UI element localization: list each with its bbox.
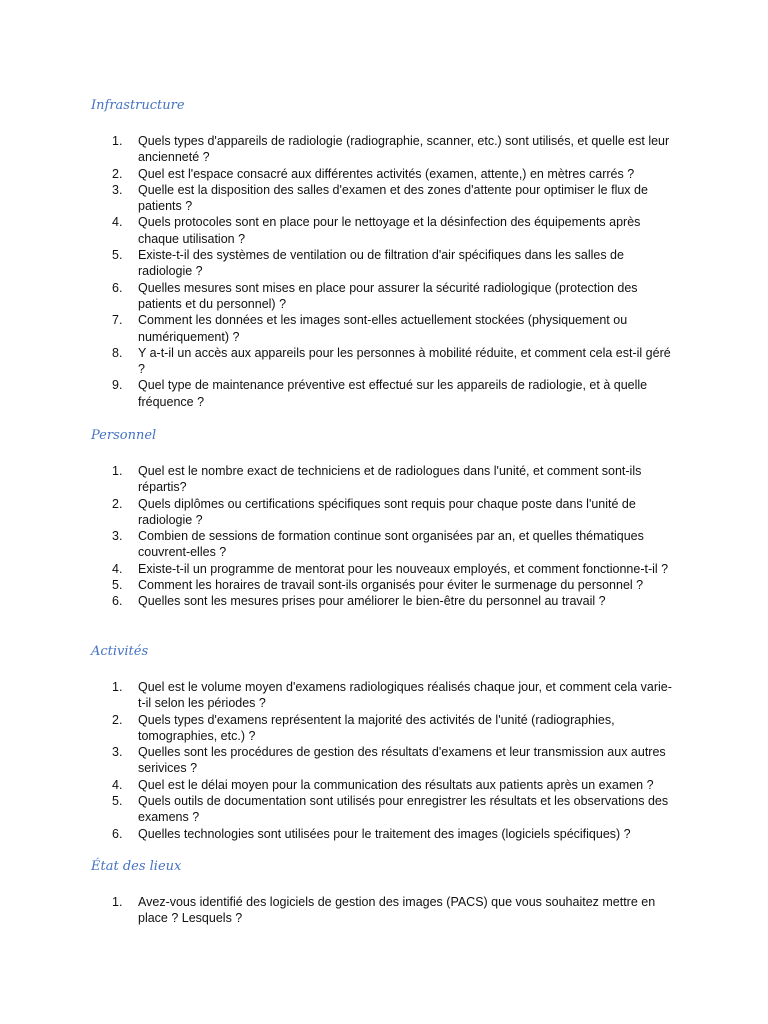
item-text: Quel est l'espace consacré aux différentes activités (examen, attente,) en mètres carrés ?: [138, 166, 635, 181]
item-number: 3.: [112, 745, 123, 760]
item-number: 5.: [112, 794, 123, 809]
item-number: 9.: [112, 378, 123, 393]
list-item: [0, 133, 673, 166]
item-text: Quels outils de documentation sont utilisés pour enregistrer les résultats et les observations des examens ?: [138, 794, 669, 825]
list-item: [0, 793, 673, 826]
item-number: 1.: [112, 464, 123, 478]
item-text: Quels types d'appareils de radiologie (radiographie, scanner, etc.) sont utilisés, et quelle est leur ancienneté ?: [138, 134, 670, 165]
list-item: [0, 182, 673, 215]
section-heading-personnel: Personnel: [91, 428, 157, 443]
list-item: [0, 561, 673, 577]
question-list-personnel: [0, 463, 768, 610]
section-heading-etat-des-lieux: État des lieux: [91, 859, 182, 874]
item-text: Avez-vous identifié des logiciels de gestion des images (PACS) que vous souhaitez mettre en place ? Lesquels ?: [138, 895, 656, 926]
list-item: [0, 679, 673, 712]
item-text: Quel est le délai moyen pour la communication des résultats aux patients après un examen ?: [138, 777, 654, 792]
item-text: Existe-t-il un programme de mentorat pour les nouveaux employés, et comment fonctionne-t-il ?: [138, 561, 669, 576]
item-number: 7.: [112, 313, 123, 328]
list-item: [0, 280, 673, 313]
item-number: 5.: [112, 578, 123, 593]
section-heading-infrastructure: Infrastructure: [91, 98, 185, 113]
item-text: Comment les horaires de travail sont-ils organisés pour éviter le surmenage du personnel ?: [138, 578, 644, 593]
item-text: Quels types d'examens représentent la majorité des activités de l'unité (radiographies, tomographies, etc.) ?: [138, 712, 615, 743]
item-number: 4.: [112, 215, 123, 230]
list-item: [0, 496, 673, 529]
item-text: Existe-t-il des systèmes de ventilation ou de filtration d'air spécifiques dans les salles de radiologie ?: [138, 248, 624, 279]
item-text: Quelles sont les mesures prises pour améliorer le bien-être du personnel au travail ?: [138, 594, 606, 609]
question-list-infrastructure: [0, 133, 768, 410]
item-text: Quel est le nombre exact de techniciens et de radiologues dans l'unité, et comment sont-ils répartis?: [138, 464, 642, 495]
item-text: Comment les données et les images sont-elles actuellement stockées (physiquement ou numériquement) ?: [138, 313, 628, 344]
item-text: Quelles mesures sont mises en place pour assurer la sécurité radiologique (protection des patients et du personnel) ?: [138, 280, 638, 311]
list-item: [0, 777, 673, 793]
item-text: Quels diplômes ou certifications spécifiques sont requis pour chaque poste dans l'unité de radiologie ?: [138, 496, 636, 527]
question-list-etat-des-lieux: [0, 894, 768, 927]
item-text: Quel est le volume moyen d'examens radiologiques réalisés chaque jour, et comment cela varie-t-il selon les périodes ?: [138, 680, 672, 711]
list-item: [0, 577, 673, 593]
item-number: 4.: [112, 777, 123, 792]
item-number: 8.: [112, 345, 123, 360]
question-list-activites: [0, 679, 768, 842]
item-number: 1.: [112, 134, 123, 148]
item-number: 2.: [112, 712, 123, 727]
item-number: 6.: [112, 826, 123, 841]
list-item: [0, 463, 673, 496]
list-item: [0, 712, 673, 745]
item-number: 6.: [112, 594, 123, 609]
item-number: 2.: [112, 166, 123, 181]
list-item: [0, 247, 673, 280]
list-item: [0, 894, 673, 927]
item-text: Quelle est la disposition des salles d'examen et des zones d'attente pour optimiser le flux de patients ?: [138, 182, 648, 214]
item-text: Quelles technologies sont utilisées pour le traitement des images (logiciels spécifiques) ?: [138, 826, 631, 841]
list-item: [0, 528, 673, 561]
item-number: 5.: [112, 248, 123, 263]
list-item: [0, 744, 673, 777]
item-number: 2.: [112, 496, 123, 511]
item-number: 1.: [112, 680, 123, 694]
item-number: 4.: [112, 561, 123, 576]
item-number: 1.: [112, 895, 123, 909]
item-number: 3.: [112, 529, 123, 544]
item-number: 3.: [112, 182, 123, 197]
item-text: Combien de sessions de formation continue sont organisées par an, et quelles thématiques couvrent-elles ?: [138, 529, 644, 560]
list-item: [0, 312, 673, 345]
item-text: Quel type de maintenance préventive est effectué sur les appareils de radiologie, et à quelle fréquence ?: [138, 378, 648, 409]
list-item: [0, 377, 673, 410]
section-heading-activites: Activités: [91, 644, 149, 659]
item-number: 6.: [112, 280, 123, 295]
list-item: [0, 345, 673, 378]
item-text: Quelles sont les procédures de gestion des résultats d'examens et leur transmission aux autres serivices ?: [138, 745, 666, 776]
item-text: Quels protocoles sont en place pour le nettoyage et la désinfection des équipements après chaque utilisation ?: [138, 215, 641, 246]
list-item: [0, 214, 673, 247]
list-item: [0, 593, 673, 609]
item-text: Y a-t-il un accès aux appareils pour les personnes à mobilité réduite, et comment cela est-il géré ?: [138, 345, 671, 377]
list-item: [0, 166, 673, 182]
list-item: [0, 826, 673, 842]
